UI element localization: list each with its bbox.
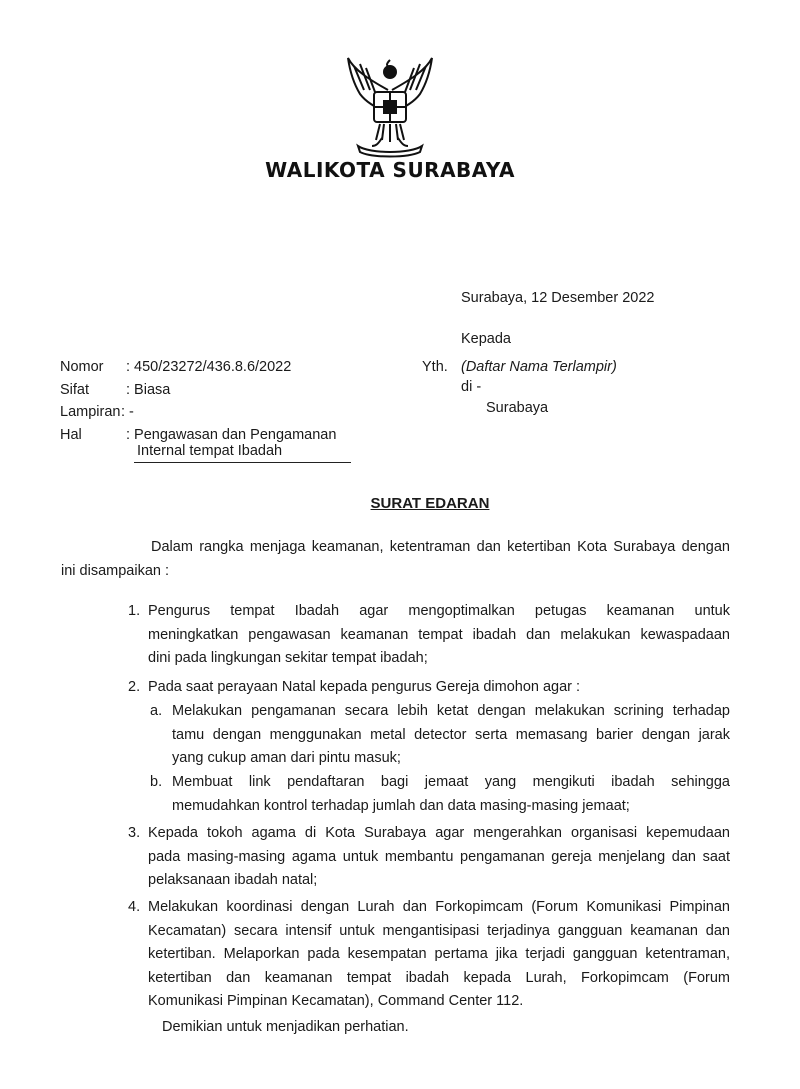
place-date: Surabaya, 12 Desember 2022 bbox=[461, 290, 655, 306]
list-item-line: Melakukan pengamanan secara lebih ketat dengan melakukan scrining terhadap bbox=[172, 703, 730, 719]
closing-sentence: Demikian untuk menjadikan perhatian. bbox=[162, 1019, 409, 1035]
list-marker: 1. bbox=[128, 603, 141, 619]
list-item-line: Pengurus tempat Ibadah agar mengoptimalkan petugas keamanan untuk bbox=[148, 603, 730, 619]
list-marker: 3. bbox=[128, 825, 141, 841]
list-item-line: pada masing-masing agama untuk membantu pengamanan gereja menjelang dan saat bbox=[148, 848, 730, 865]
list-item-line: Kecamatan) secara intensif untuk mengantisipasi terjadinya gangguan keamanan dan bbox=[148, 922, 730, 939]
list-item-line: Melakukan koordinasi dengan Lurah dan Forkopimcam (Forum Komunikasi Pimpinan bbox=[148, 899, 730, 915]
list-item-line: memudahkan kontrol terhadap jumlah dan data masing-masing jemaat; bbox=[172, 797, 630, 814]
field-value-hal: : Pengawasan dan Pengamanan bbox=[126, 427, 337, 443]
list-item-line: pelaksanaan ibadah natal; bbox=[148, 872, 318, 888]
list-item-line: Pada saat perayaan Natal kepada pengurus Gereja dimohon agar : bbox=[148, 679, 581, 695]
list-item bbox=[148, 676, 730, 700]
list-item-line: yang cukup aman dari pintu masuk; bbox=[172, 750, 401, 766]
list-item-line: tamu dengan menggunakan metal detector serta memasang barier dengan jarak bbox=[172, 726, 730, 743]
list-item-line: ketertiban dan keamanan tempat ibadah kepada Lurah, Forkopimcam (Forum bbox=[148, 969, 730, 986]
list-item bbox=[148, 896, 730, 1014]
document-title: SURAT EDARAN bbox=[370, 495, 490, 512]
recipient-di: di - bbox=[461, 379, 482, 395]
recipient-city: Surabaya bbox=[486, 400, 549, 416]
field-label-nomor: Nomor bbox=[60, 359, 104, 375]
list-marker: a. bbox=[150, 703, 163, 719]
list-marker: b. bbox=[150, 774, 163, 790]
field-value-nomor: : 450/23272/436.8.6/2022 bbox=[126, 359, 292, 375]
list-item-line: ketertiban. Melaporkan pada kesempatan pertama jika terjadi gangguan ketentraman, bbox=[148, 946, 730, 962]
garuda-emblem-icon bbox=[340, 50, 440, 160]
field-label-hal: Hal bbox=[60, 427, 82, 443]
list-item-line: meningkatkan pengawasan keamanan tempat ibadah dan melakukan kewaspadaan bbox=[148, 626, 730, 643]
field-label-sifat: Sifat bbox=[60, 382, 90, 398]
field-value-lampiran: : - bbox=[121, 404, 134, 420]
subject-underline bbox=[134, 462, 351, 463]
field-label-lampiran: Lampiran bbox=[60, 404, 121, 420]
field-value-sifat: : Biasa bbox=[126, 382, 171, 398]
intro-paragraph bbox=[61, 536, 730, 583]
intro-line: Dalam rangka menjaga keamanan, ketentraman dan ketertiban Kota Surabaya dengan bbox=[151, 539, 730, 555]
list-item bbox=[148, 600, 730, 671]
list-item-line: dini pada lingkungan sekitar tempat ibadah; bbox=[148, 650, 428, 666]
list-item-line: Kepada tokoh agama di Kota Surabaya agar mengerahkan organisasi kepemudaan bbox=[148, 825, 730, 841]
recipient-name: (Daftar Nama Terlampir) bbox=[461, 359, 617, 375]
recipient-yth: Yth. bbox=[422, 359, 448, 375]
letterhead-title: WALIKOTA SURABAYA bbox=[265, 158, 515, 182]
intro-line: ini disampaikan : bbox=[61, 562, 169, 579]
list-item bbox=[172, 700, 730, 771]
list-item-line: Membuat link pendaftaran bagi jemaat yang mengikuti ibadah sehingga bbox=[172, 774, 730, 790]
field-value-hal-line2: Internal tempat Ibadah bbox=[137, 443, 283, 459]
list-marker: 4. bbox=[128, 899, 141, 915]
recipient-kepada: Kepada bbox=[461, 331, 511, 347]
list-item-line: Komunikasi Pimpinan Kecamatan), Command Center 112. bbox=[148, 993, 524, 1009]
list-marker: 2. bbox=[128, 679, 141, 695]
list-item bbox=[172, 771, 730, 818]
list-item bbox=[148, 822, 730, 893]
